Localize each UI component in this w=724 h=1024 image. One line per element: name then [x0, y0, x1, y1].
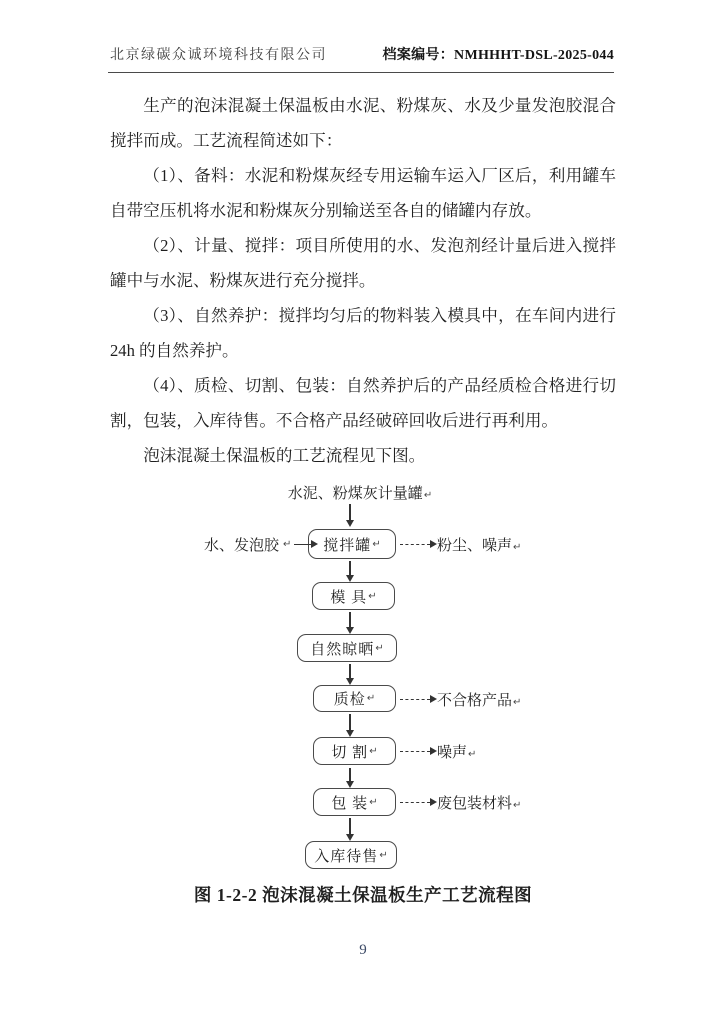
down-arrow-icon	[349, 768, 351, 781]
figure-caption: 图 1-2-2 泡沫混凝土保温板生产工艺流程图	[193, 885, 533, 905]
flow-source-label: 水泥、粉煤灰计量罐↵	[287, 486, 433, 502]
return-mark-icon: ↵	[372, 538, 381, 550]
archive-number: 档案编号：NMHHHT-DSL-2025-044	[382, 48, 614, 63]
paragraph-intro: 生产的泡沫混凝土保温板由水泥、粉煤灰、水及少量发泡胶混合搅拌而成。工艺流程简述如下：	[110, 96, 616, 150]
down-arrow-icon	[349, 612, 351, 627]
return-mark-icon: ↵	[379, 849, 388, 861]
return-mark-icon: ↵	[513, 800, 522, 811]
dashed-right-arrow-icon	[400, 802, 430, 803]
return-mark-icon: ↵	[513, 697, 522, 708]
page-number: 9	[359, 942, 367, 958]
dashed-right-arrow-icon	[400, 544, 430, 545]
paragraph-step2: （2）、计量、搅拌：项目所使用的水、发泡剂经计量后进入搅拌罐中与水泥、粉煤灰进行充分搅拌。	[110, 236, 616, 290]
header-divider	[108, 72, 614, 73]
return-mark-icon: ↵	[369, 796, 378, 808]
return-mark-icon: ↵	[513, 542, 522, 553]
flow-box-packing: 包 装 ↵	[313, 788, 396, 816]
flow-box-mixing-tank: 搅拌罐 ↵	[308, 529, 396, 559]
flow-output-waste-packaging: 废包装材料↵	[400, 792, 521, 813]
paragraph-step3: （3）、自然养护：搅拌均匀后的物料装入模具中，在车间内进行 24h 的自然养护。	[110, 306, 616, 360]
dashed-right-arrow-icon	[400, 699, 430, 700]
flow-box-quality-check: 质检 ↵	[313, 685, 396, 712]
return-mark-icon: ↵	[366, 693, 376, 704]
right-arrow-icon	[294, 544, 311, 545]
down-arrow-icon	[349, 504, 351, 520]
down-arrow-icon	[349, 561, 351, 575]
flow-output-noise: 噪声↵	[400, 741, 476, 762]
paragraph-step1: （1）、备料：水泥和粉煤灰经专用运输车运入厂区后，利用罐车自带空压机将水泥和粉煤灰分别输送至各自的储罐内存放。	[110, 166, 616, 220]
return-mark-icon: ↵	[375, 642, 384, 654]
paragraph-step4: （4）、质检、切割、包装：自然养护后的产品经质检合格进行切割，包装，入库待售。不合格产品经破碎回收后进行再利用。	[110, 376, 616, 430]
down-arrow-icon	[349, 664, 351, 678]
flow-box-mold: 模 具 ↵	[312, 582, 395, 610]
flow-input-water-foam: 水、发泡胶 ↵	[204, 534, 311, 555]
body-text	[110, 88, 616, 473]
dashed-right-arrow-icon	[400, 751, 430, 752]
return-mark-icon: ↵	[369, 745, 378, 757]
return-mark-icon: ↵	[468, 749, 477, 760]
flow-output-dust-noise: 粉尘、噪声↵	[400, 534, 521, 555]
return-mark-icon: ↵	[423, 490, 433, 501]
return-mark-icon: ↵	[368, 590, 377, 602]
paragraph-outro: 泡沫混凝土保温板的工艺流程见下图。	[143, 446, 426, 465]
down-arrow-icon	[349, 818, 351, 834]
flow-output-rejects: 不合格产品↵	[400, 689, 521, 710]
page-header	[110, 44, 614, 64]
process-flowchart	[180, 482, 540, 874]
down-arrow-icon	[349, 714, 351, 730]
flow-box-natural-drying: 自然晾晒 ↵	[297, 634, 397, 662]
flow-box-warehouse: 入库待售 ↵	[305, 841, 397, 869]
return-mark-icon: ↵	[283, 539, 292, 550]
company-name: 北京绿碳众诚环境科技有限公司	[110, 48, 327, 63]
flow-box-cutting: 切 割 ↵	[313, 737, 396, 765]
